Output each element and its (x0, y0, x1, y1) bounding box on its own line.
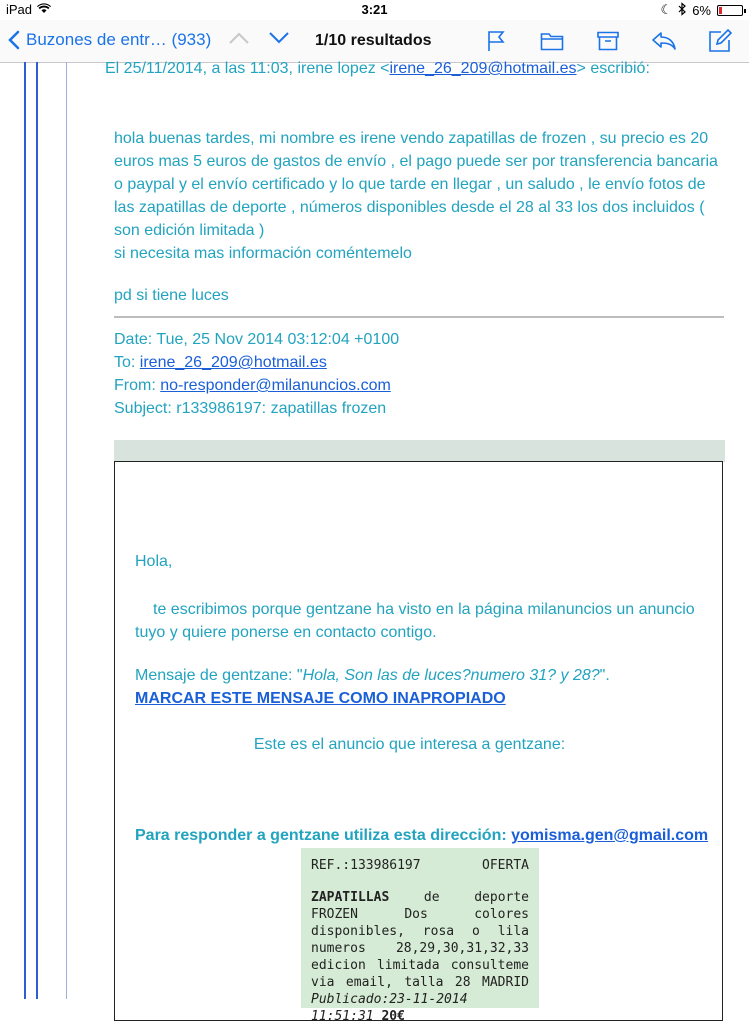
compose-button[interactable] (707, 28, 733, 54)
from-line (114, 374, 399, 397)
quote-email-link[interactable]: irene_26_209@hotmail.es (389, 60, 577, 77)
moon-icon: ☾ (660, 2, 673, 17)
reply-button[interactable] (651, 28, 677, 54)
back-label: Buzones de entr… (26, 30, 167, 49)
clock: 3:21 (361, 2, 388, 17)
buyer-message-end: ". (599, 667, 610, 684)
to-email-link[interactable]: irene_26_209@hotmail.es (139, 354, 327, 371)
message-paragraph: hola buenas tardes, mi nombre es irene vendo zapatillas de frozen , su precio es 20 euros mas 5 euros de gastos de envío , el pago puede ser por transferencia bancaria o paypal y el envío certificado y lo que tarde en llegar , un saludo , le envío fotos de las zapatillas de deporte , números disponibles desde el 28 al 33 los dos incluidos ( son edición limitada ) (114, 130, 718, 239)
chevron-left-icon (8, 30, 20, 50)
ad-price: 20€ (373, 1009, 405, 1024)
bluetooth-icon (678, 3, 686, 18)
chevron-down-icon (268, 31, 290, 45)
quote-bar (36, 62, 38, 999)
flag-icon (486, 30, 506, 52)
quote-header (105, 60, 650, 78)
reply-instructions (135, 827, 708, 845)
from-email-link[interactable]: no-responder@milanuncios.com (160, 377, 391, 394)
header-band (114, 440, 725, 462)
date-line: Date: Tue, 25 Nov 2014 03:12:04 +0100 (114, 331, 400, 348)
subject-line: Subject: r133986197: zapatillas frozen (114, 400, 387, 417)
ad-description (311, 889, 529, 1025)
battery-percent: 6% (692, 2, 711, 18)
device-label: iPad (6, 2, 33, 17)
ad-title: ZAPATILLAS (311, 890, 390, 905)
reply-email-link[interactable]: yomisma.gen@gmail.com (511, 827, 709, 844)
archive-icon (597, 31, 619, 51)
move-folder-button[interactable] (539, 28, 565, 54)
message-body (114, 127, 726, 265)
mail-navbar (0, 20, 749, 63)
buyer-message-label: Mensaje de gentzane: " (135, 667, 303, 684)
unread-count: (933) (171, 30, 212, 49)
quote-bar (66, 62, 67, 999)
reply-icon (651, 31, 677, 51)
to-label: To: (114, 354, 140, 371)
quote-prefix: El 25/11/2014, a las 11:03, irene lopez < (105, 60, 390, 77)
back-button[interactable] (8, 30, 211, 50)
from-label: From: (114, 377, 161, 394)
quote-suffix: > escribió: (576, 60, 650, 77)
status-bar (0, 0, 749, 20)
message-paragraph: si necesita mas información coméntemelo (114, 245, 412, 262)
ad-text: de deporte FROZEN Dos colores disponibles, rosa o lila numeros 28,29,30,31,32,33 edicion limitada consulteme via email, talla 28 MADRID (311, 890, 529, 990)
next-message-button[interactable] (268, 31, 290, 50)
previous-message-button[interactable] (228, 31, 250, 50)
ad-published: Publicado:23-11-2014 11:51:31 (311, 992, 468, 1024)
folder-icon (540, 31, 564, 51)
results-counter: 1/10 resultados (315, 32, 432, 49)
to-line (114, 351, 399, 374)
ad-type: OFERTA (482, 858, 529, 873)
intro-text: te escribimos porque gentzane ha visto en la página milanuncios un anuncio tuyo y quiere ponerse en contacto contigo. (135, 601, 695, 641)
report-inappropriate-link[interactable]: MARCAR ESTE MENSAJE COMO INAPROPIADO (135, 690, 506, 707)
battery-icon (717, 5, 743, 16)
greeting: Hola, (135, 553, 173, 570)
buyer-message (135, 667, 610, 685)
buyer-message-text: Hola, Son las de luces?numero 31? y 28? (302, 667, 600, 684)
message-postscript: pd si tiene luces (114, 287, 229, 304)
ad-intro: Este es el anuncio que interesa a gentzane: (253, 736, 566, 753)
reply-label: Para responder a gentzane utiliza esta dirección: (135, 827, 512, 844)
chevron-up-icon (228, 31, 250, 45)
ad-reference: REF.:133986197 (311, 858, 421, 873)
quote-bar (24, 62, 26, 999)
compose-icon (708, 29, 732, 53)
archive-button[interactable] (595, 28, 621, 54)
flag-button[interactable] (483, 28, 509, 54)
divider (114, 316, 724, 318)
forwarded-headers (114, 328, 399, 420)
ad-card (301, 848, 539, 1024)
